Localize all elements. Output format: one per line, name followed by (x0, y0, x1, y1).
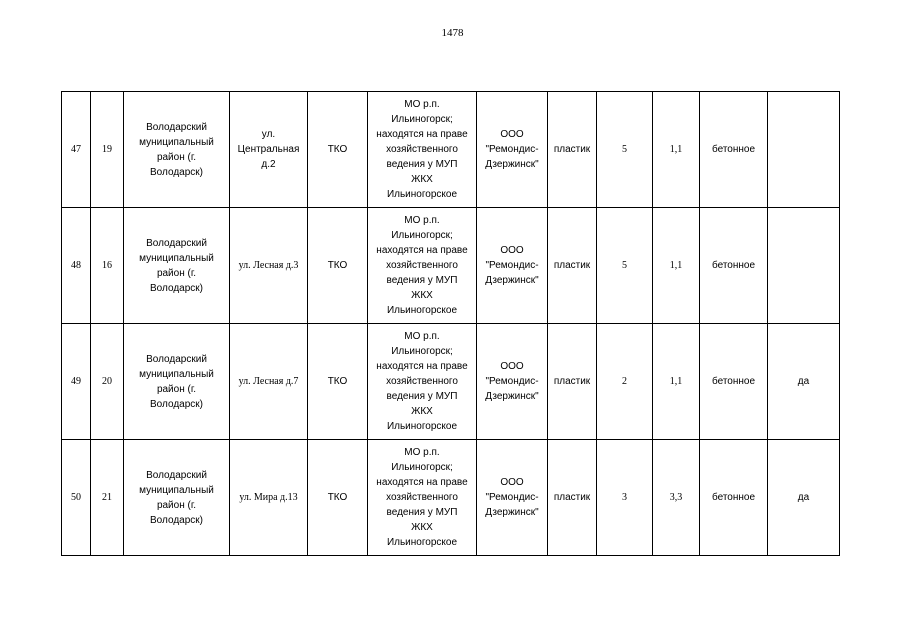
surface-cell: бетонное (700, 92, 768, 208)
table-row (62, 208, 840, 324)
operator-cell (477, 208, 548, 324)
operator-cell (477, 324, 548, 440)
district-cell (124, 440, 230, 556)
table-row (62, 92, 840, 208)
waste-type-cell: ТКО (308, 208, 368, 324)
owner-cell (368, 208, 477, 324)
address-cell (230, 92, 308, 208)
district-cell (124, 92, 230, 208)
district-text: Володарский муниципальный район (г. Володарск) (139, 469, 214, 526)
row-index-cell: 48 (62, 208, 91, 324)
address-text: ул. Центральная д.2 (237, 129, 300, 170)
operator-cell (477, 440, 548, 556)
table-row (62, 324, 840, 440)
operator-text: ООО "Ремондис- Дзержинск" (485, 129, 539, 170)
address-cell (230, 440, 308, 556)
owner-text: МО р.п. Ильиногорск; находятся на праве хозяйственного ведения у МУП ЖКХ Ильиногорское (376, 215, 468, 316)
district-text: Володарский муниципальный район (г. Володарск) (139, 121, 214, 178)
site-number-cell: 21 (91, 440, 124, 556)
extra-cell (768, 92, 840, 208)
container-count-cell: 2 (597, 324, 653, 440)
material-cell: пластик (548, 208, 597, 324)
container-volume-cell: 1,1 (653, 92, 700, 208)
waste-type-cell: ТКО (308, 440, 368, 556)
waste-type-cell: ТКО (308, 324, 368, 440)
site-number-cell: 20 (91, 324, 124, 440)
operator-text: ООО "Ремондис- Дзержинск" (485, 477, 539, 518)
district-text: Володарский муниципальный район (г. Володарск) (139, 237, 214, 294)
owner-cell (368, 92, 477, 208)
waste-type-cell: ТКО (308, 92, 368, 208)
operator-text: ООО "Ремондис- Дзержинск" (485, 245, 539, 286)
address-text: ул. Мира д.13 (239, 492, 298, 503)
table-row (62, 440, 840, 556)
extra-cell: да (768, 440, 840, 556)
material-cell: пластик (548, 440, 597, 556)
material-cell: пластик (548, 92, 597, 208)
district-text: Володарский муниципальный район (г. Володарск) (139, 353, 214, 410)
site-number-cell: 19 (91, 92, 124, 208)
row-index-cell: 50 (62, 440, 91, 556)
container-volume-cell: 1,1 (653, 208, 700, 324)
address-cell (230, 208, 308, 324)
row-index-cell: 47 (62, 92, 91, 208)
surface-cell: бетонное (700, 324, 768, 440)
owner-text: МО р.п. Ильиногорск; находятся на праве хозяйственного ведения у МУП ЖКХ Ильиногорское (376, 331, 468, 432)
site-number-cell: 16 (91, 208, 124, 324)
owner-text: МО р.п. Ильиногорск; находятся на праве хозяйственного ведения у МУП ЖКХ Ильиногорское (376, 99, 468, 200)
material-cell: пластик (548, 324, 597, 440)
surface-cell: бетонное (700, 208, 768, 324)
address-cell (230, 324, 308, 440)
owner-cell (368, 324, 477, 440)
row-index-cell: 49 (62, 324, 91, 440)
container-volume-cell: 1,1 (653, 324, 700, 440)
container-volume-cell: 3,3 (653, 440, 700, 556)
container-sites-table (61, 91, 840, 556)
owner-text: МО р.п. Ильиногорск; находятся на праве хозяйственного ведения у МУП ЖКХ Ильиногорское (376, 447, 468, 548)
container-count-cell: 5 (597, 208, 653, 324)
surface-cell: бетонное (700, 440, 768, 556)
extra-cell (768, 208, 840, 324)
extra-cell: да (768, 324, 840, 440)
district-cell (124, 324, 230, 440)
page-number: 1478 (441, 27, 464, 39)
container-count-cell: 5 (597, 92, 653, 208)
address-text: ул. Лесная д.7 (238, 376, 299, 387)
container-count-cell: 3 (597, 440, 653, 556)
address-text: ул. Лесная д.3 (238, 260, 299, 271)
operator-cell (477, 92, 548, 208)
district-cell (124, 208, 230, 324)
owner-cell (368, 440, 477, 556)
operator-text: ООО "Ремондис- Дзержинск" (485, 361, 539, 402)
